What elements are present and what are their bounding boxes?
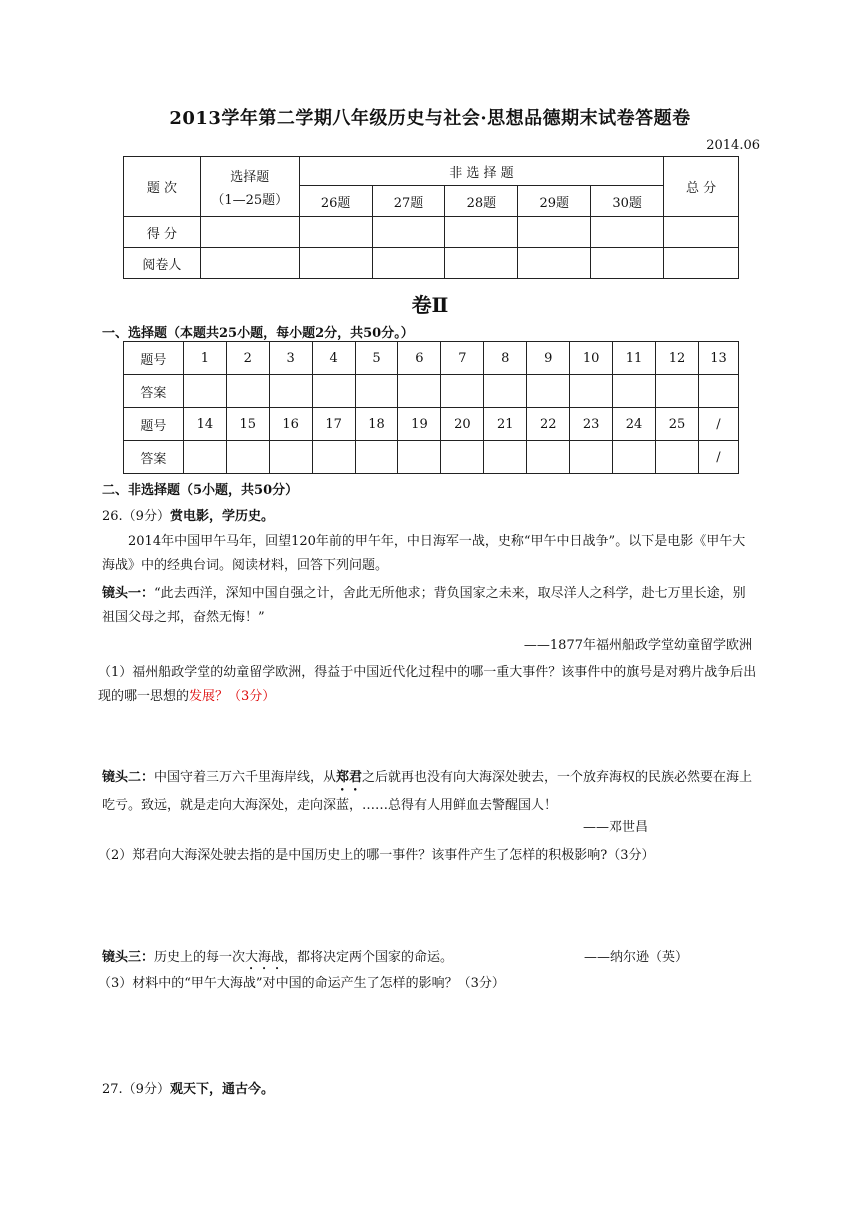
question-number-cell: 6 xyxy=(398,342,441,375)
answer-cell[interactable] xyxy=(570,441,613,474)
question-3: （3）材料中的“甲午大海战”对中国的命运产生了怎样的影响？（3分） xyxy=(98,976,505,991)
answer-num-label: 题号 xyxy=(124,408,184,441)
row-header-cell: 题 次 xyxy=(124,157,201,217)
q27-number: 27.（9分） xyxy=(102,1082,170,1097)
answer-cell[interactable] xyxy=(441,441,484,474)
reviewer-cell[interactable] xyxy=(299,248,372,279)
page-title: 2013学年第二学期八年级历史与社会·思想品德期末试卷答题卷 xyxy=(169,108,691,129)
question-2: （2）郑君向大海深处驶去指的是中国历史上的哪一事件？该事件产生了怎样的积极影响?（3分） xyxy=(98,848,655,863)
answer-cell[interactable] xyxy=(269,441,312,474)
scene-3-emphasis: 大海战 xyxy=(245,950,285,965)
scene-3-source: ——纳尔逊（英） xyxy=(583,950,688,965)
answer-cell[interactable] xyxy=(398,441,441,474)
answer-cell[interactable] xyxy=(226,441,269,474)
answer-cell[interactable] xyxy=(355,441,398,474)
answer-cell[interactable] xyxy=(312,441,355,474)
scene-3-text-pre: 历史上的每一次 xyxy=(154,950,246,965)
answer-cell[interactable] xyxy=(312,375,355,408)
answer-cell[interactable] xyxy=(527,441,570,474)
answer-cell[interactable] xyxy=(183,441,226,474)
scene-1 xyxy=(102,582,758,630)
section-nonchoice-heading: 二、非选择题（5小题，共50分） xyxy=(102,483,299,498)
question-header: 30题 xyxy=(591,186,664,217)
section-choice-heading: 一、选择题（本题共25小题，每小题2分，共50分。） xyxy=(102,326,414,341)
q26-title: 赏电影，学历史。 xyxy=(169,509,274,524)
answer-cell[interactable] xyxy=(656,441,699,474)
answer-cell[interactable] xyxy=(398,375,441,408)
scene-2-source: ——邓世昌 xyxy=(582,820,648,835)
score-cell[interactable] xyxy=(200,217,299,248)
answer-cell[interactable] xyxy=(355,375,398,408)
question-number-cell: 25 xyxy=(656,408,699,441)
scene-1-label: 镜头一： xyxy=(102,586,155,601)
scene-3-text-post: ，都将决定两个国家的命运。 xyxy=(284,950,454,965)
total-header-cell: 总 分 xyxy=(664,157,739,217)
reviewer-cell[interactable] xyxy=(372,248,445,279)
question-number-cell: 24 xyxy=(613,408,656,441)
reviewer-cell[interactable] xyxy=(200,248,299,279)
question-number-cell: 4 xyxy=(312,342,355,375)
question-number-cell: 19 xyxy=(398,408,441,441)
answer-cell[interactable] xyxy=(613,375,656,408)
question-number-cell: 15 xyxy=(226,408,269,441)
answer-cell[interactable] xyxy=(484,375,527,408)
question-1-highlight: 发展？（3分） xyxy=(189,689,276,704)
score-row-label: 得 分 xyxy=(124,217,201,248)
question-number-cell: 22 xyxy=(527,408,570,441)
question-1-text: （1）福州船政学堂的幼童留学欧洲，得益于中国近代化过程中的哪一重大事件？该事件中的旗号是对鸦片战争后出现的哪一思想的 xyxy=(98,665,757,704)
scene-2 xyxy=(102,766,758,818)
question-header: 27题 xyxy=(372,186,445,217)
question-number-cell: 14 xyxy=(183,408,226,441)
answer-cell[interactable] xyxy=(656,375,699,408)
answer-slash: / xyxy=(698,441,738,474)
score-cell[interactable] xyxy=(591,217,664,248)
answer-ans-label: 答案 xyxy=(124,441,184,474)
q26-intro: 2014年中国甲午马年，回望120年前的甲午年，中日海军一战，史称“甲午中日战争”。以下是电影《甲午大海战》中的经典台词。阅读材料，回答下列问题。 xyxy=(102,534,746,573)
q27-title: 观天下，通古今。 xyxy=(169,1082,274,1097)
question-number-cell: 2 xyxy=(226,342,269,375)
answer-num-label: 题号 xyxy=(124,342,184,375)
score-table xyxy=(123,156,739,279)
question-number-cell: 17 xyxy=(312,408,355,441)
question-number-cell: 3 xyxy=(269,342,312,375)
reviewer-cell[interactable] xyxy=(518,248,591,279)
q26-heading xyxy=(102,505,274,529)
exam-date: 2014.06 xyxy=(706,138,760,153)
q27-heading xyxy=(102,1078,274,1102)
question-number-cell: 18 xyxy=(355,408,398,441)
answer-area-2[interactable] xyxy=(102,870,758,940)
question-number-cell: 13 xyxy=(698,342,738,375)
question-header: 29题 xyxy=(518,186,591,217)
choice-range: （1—25题） xyxy=(211,192,289,208)
answer-cell[interactable] xyxy=(698,375,738,408)
scene-1-text: “此去西洋，深知中国自强之计，舍此无所他求；背负国家之未来，取尽洋人之科学，赴七万里长途，别祖国父母之邦，奋然无悔！” xyxy=(102,586,746,625)
answer-cell[interactable] xyxy=(269,375,312,408)
answer-table xyxy=(123,341,739,474)
choice-label: 选择题 xyxy=(230,169,270,185)
scene-3-label: 镜头三： xyxy=(102,950,155,965)
question-number-cell: 9 xyxy=(527,342,570,375)
question-header: 26题 xyxy=(299,186,372,217)
answer-ans-label: 答案 xyxy=(124,375,184,408)
answer-cell[interactable] xyxy=(527,375,570,408)
question-number-cell: 1 xyxy=(183,342,226,375)
answer-cell[interactable] xyxy=(613,441,656,474)
choice-header-cell xyxy=(200,157,299,217)
question-number-cell: 11 xyxy=(613,342,656,375)
question-number-cell: 8 xyxy=(484,342,527,375)
answer-area-3[interactable] xyxy=(102,1000,758,1070)
volume-heading: 卷Ⅱ xyxy=(411,293,449,317)
question-header: 28题 xyxy=(445,186,518,217)
answer-area-1[interactable] xyxy=(102,714,758,766)
answer-cell[interactable] xyxy=(570,375,613,408)
question-number-cell: / xyxy=(698,408,738,441)
scene-1-source: ——1877年福州船政学堂幼童留学欧洲 xyxy=(523,638,752,653)
score-cell[interactable] xyxy=(518,217,591,248)
answer-cell[interactable] xyxy=(441,375,484,408)
score-cell[interactable] xyxy=(445,217,518,248)
question-number-cell: 12 xyxy=(656,342,699,375)
question-1 xyxy=(98,661,758,709)
question-number-cell: 20 xyxy=(441,408,484,441)
scene-2-text-post: 之后就再也没有向大海深处驶去，一个放弃海权的民族必然要在海上吃亏。致远，就是走向大海深处，走向深蓝，……总得有人用鲜血去警醒国人！ xyxy=(102,770,753,813)
question-number-cell: 21 xyxy=(484,408,527,441)
question-number-cell: 23 xyxy=(570,408,613,441)
answer-cell[interactable] xyxy=(183,375,226,408)
reviewer-cell[interactable] xyxy=(664,248,739,279)
q26-number: 26.（9分） xyxy=(102,509,170,524)
question-number-cell: 5 xyxy=(355,342,398,375)
score-cell[interactable] xyxy=(372,217,445,248)
answer-cell[interactable] xyxy=(484,441,527,474)
question-number-cell: 7 xyxy=(441,342,484,375)
scene-2-text-pre: 中国守着三万六千里海岸线，从 xyxy=(154,770,337,785)
score-cell[interactable] xyxy=(299,217,372,248)
reviewer-cell[interactable] xyxy=(591,248,664,279)
question-number-cell: 16 xyxy=(269,408,312,441)
scene-2-emphasis: 郑君 xyxy=(336,770,363,785)
question-number-cell: 10 xyxy=(570,342,613,375)
score-cell[interactable] xyxy=(664,217,739,248)
reviewer-row-label: 阅卷人 xyxy=(124,248,201,279)
scene-2-label: 镜头二： xyxy=(102,770,155,785)
nonchoice-header-cell: 非 选 择 题 xyxy=(299,157,663,186)
reviewer-cell[interactable] xyxy=(445,248,518,279)
answer-cell[interactable] xyxy=(226,375,269,408)
